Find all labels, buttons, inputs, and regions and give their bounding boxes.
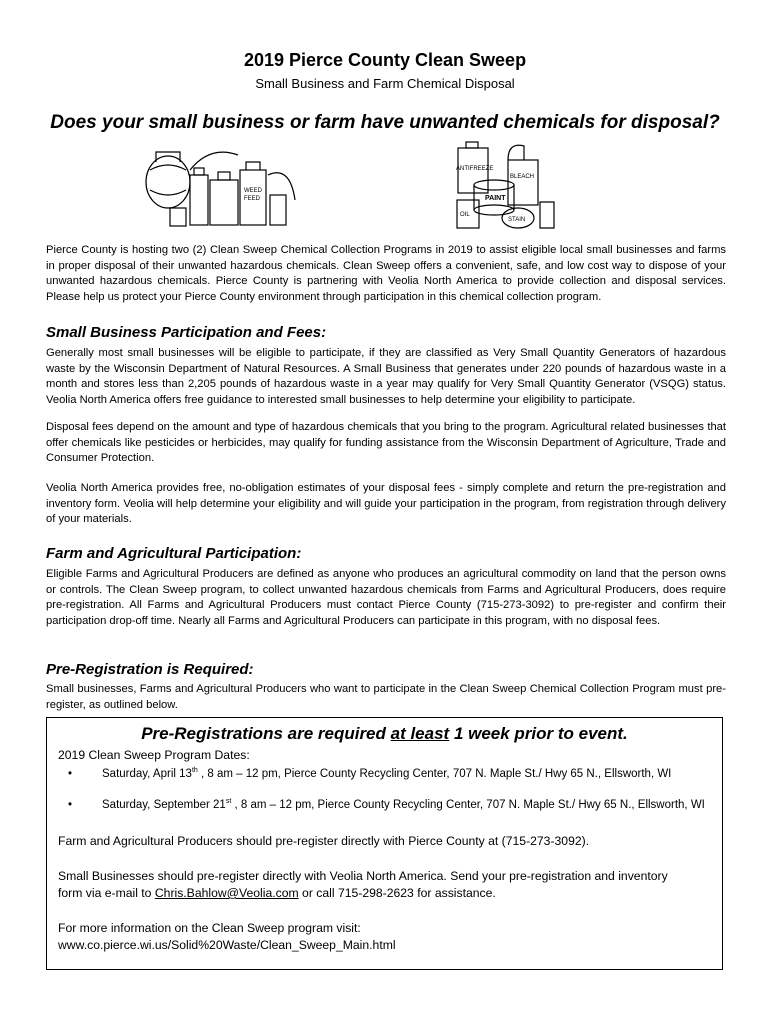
page-subtitle: Small Business and Farm Chemical Disposal <box>255 76 515 91</box>
small-business-paragraph-1: Generally most small businesses will be eligible to participate, if they are classified as Very Small Quantity Generators of hazardous waste by the Wisconsin Department of Natural Resources. A Small Business that generates under 220 pounds of hazardous waste in a month and stores less than 2,205 pounds of hazardous waste in a year may qualify for Very Small Quantity Generator (VSQG) status. Veolia North America offers free guidance to interested small businesses to help determine your eligibility to participate. <box>46 347 726 406</box>
farm-heading: Farm and Agricultural Participation: <box>46 545 302 562</box>
feed-label: FEED <box>244 196 261 202</box>
headline: Does your small business or farm have unwanted chemicals for disposal? <box>50 112 720 133</box>
more-info-url[interactable]: www.co.pierce.wi.us/Solid%20Waste/Clean_Sweep_Main.html <box>58 938 396 952</box>
event-day: Saturday, April 13 <box>102 767 192 780</box>
small-business-paragraph-3: Veolia North America provides free, no-obligation estimates of your disposal fees - simply complete and return the pre-registration and inventory form. Veolia will help determine your eligibility and will guide your participation in the program, from registration through delivery of your materials. <box>46 482 726 526</box>
small-business-heading: Small Business Participation and Fees: <box>46 324 327 341</box>
program-dates-label: 2019 Clean Sweep Program Dates: <box>58 748 250 762</box>
box-heading-start: Pre-Registrations are required <box>141 724 391 743</box>
oil-label: OIL <box>460 212 470 218</box>
preregistration-paragraph: Small businesses, Farms and Agricultural Producers who want to participate in the Clean Sweep Chemical Collection Program must pre-register, as outlined below. <box>46 683 726 711</box>
paint-label: PAINT <box>485 195 506 202</box>
chemical-sprayers-illustration <box>140 140 300 230</box>
household-chemicals-illustration <box>452 140 562 232</box>
preregistration-heading: Pre-Registration is Required: <box>46 661 254 678</box>
page-title: 2019 Pierce County Clean Sweep <box>243 50 527 70</box>
list-item <box>68 798 705 811</box>
email-link[interactable]: Chris.Bahlow@Veolia.com <box>154 886 299 900</box>
box-heading-underlined: at least <box>390 724 450 743</box>
small-business-paragraph-2: Disposal fees depend on the amount and type of hazardous chemicals that you bring to the program. Agricultural related businesses that offer chemicals like pesticides or herbicides, may qualify for funding assistance from the Wisconsin Department of Agriculture, Trade and Consumer Protection. <box>46 421 726 465</box>
box-heading-end: 1 week prior to event. <box>449 724 628 743</box>
email-prefix: form via e-mail to <box>58 886 155 900</box>
ordinal-suffix: th <box>191 767 198 774</box>
bullet-icon: • <box>68 767 73 780</box>
event-day: Saturday, September 21 <box>102 798 226 811</box>
list-item <box>68 767 671 780</box>
event-details: , 8 am – 12 pm, Pierce County Recycling Center, 707 N. Maple St./ Hwy 65 N., Ellsworth, WI <box>197 767 672 780</box>
ordinal-suffix: st <box>225 798 232 805</box>
email-suffix: or call 715-298-2623 for assistance. <box>298 886 496 900</box>
preregistration-box <box>46 717 723 970</box>
antifreeze-label: ANTIFREEZE <box>456 166 494 172</box>
box-heading <box>47 724 722 744</box>
small-business-note-line1: Small Businesses should pre-register directly with Veolia North America. Send your pre-registration and inventory <box>58 869 668 883</box>
more-info-label: For more information on the Clean Sweep program visit: <box>58 921 361 935</box>
farm-preregister-note: Farm and Agricultural Producers should pre-register directly with Pierce County at (715-273-3092). <box>58 834 590 848</box>
bullet-icon: • <box>68 798 73 811</box>
intro-paragraph: Pierce County is hosting two (2) Clean Sweep Chemical Collection Programs in 2019 to assist eligible local small businesses and farms in proper disposal of their unwanted hazardous chemicals. Clean Sweep offers a convenient, safe, and low cost way to dispose of your unwanted hazardous chemicals. Pierce County is partnering with Veolia North America to provide collection and disposal services. Please help us protect your Pierce County environment through participation in this chemical collection program. <box>46 244 726 303</box>
farm-paragraph: Eligible Farms and Agricultural Producers are defined as anyone who produces an agricultural commodity on land that the person owns or controls. The Clean Sweep program, to collect unwanted hazardous chemicals from Farms and Agricultural Producers, does require pre-registration. All Farms and Agricultural Producers must contact Pierce County (715-273-3092) to pre-register and confirm their participation drop-off time. Nearly all Farms and Agricultural Producers can participate in this program, with no disposal fees. <box>46 568 726 627</box>
event-details: , 8 am – 12 pm, Pierce County Recycling Center, 707 N. Maple St./ Hwy 65 N., Ellsworth, WI <box>231 798 705 811</box>
small-business-note-line2 <box>58 886 496 900</box>
weed-label: WEED <box>244 188 262 194</box>
stain-label: STAIN <box>508 217 526 223</box>
bleach-label: BLEACH <box>510 174 535 180</box>
